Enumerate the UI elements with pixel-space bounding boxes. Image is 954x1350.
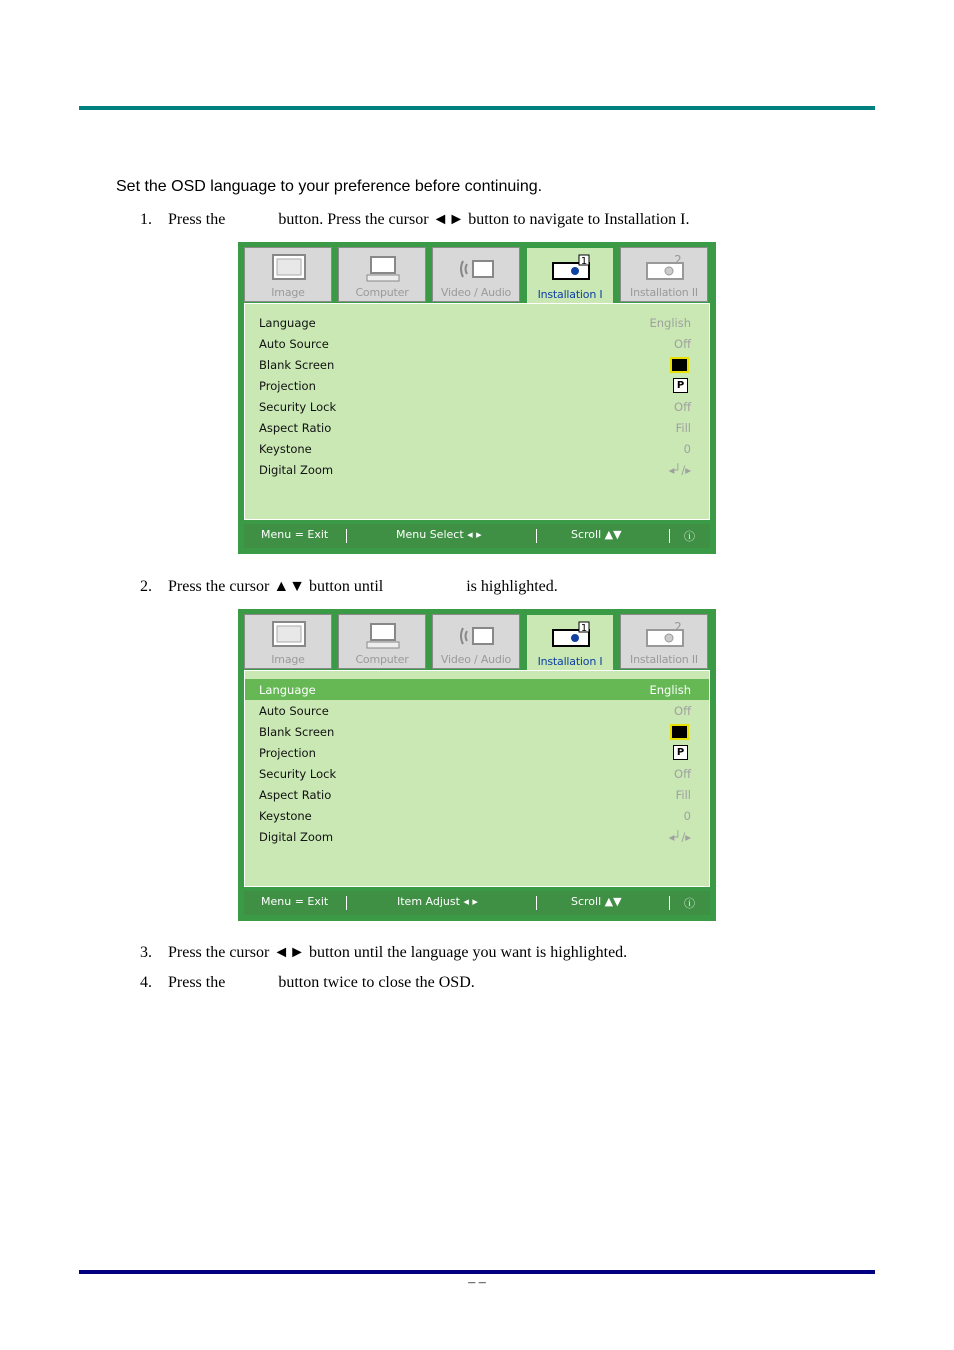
tab-video-audio[interactable]: Video / Audio xyxy=(432,614,520,669)
osd-tabs xyxy=(244,247,710,303)
tab-installation-1[interactable]: 1 Installation I xyxy=(526,247,614,309)
tab-image[interactable]: Image xyxy=(244,614,332,669)
projection-icon: P xyxy=(673,745,688,760)
menu-item-keystone[interactable]: Keystone 0 xyxy=(259,442,691,456)
osd-screen-2 xyxy=(238,609,716,921)
projector-2-icon xyxy=(645,620,685,652)
image-icon xyxy=(269,620,309,652)
svg-text:1: 1 xyxy=(580,623,588,634)
video-audio-icon xyxy=(457,253,497,285)
intro-text: Set the OSD language to your preference before continuing. xyxy=(116,178,543,195)
projector-2-icon xyxy=(645,253,685,285)
tab-computer[interactable]: Computer xyxy=(338,614,426,669)
menu-item-blank-screen[interactable]: Blank Screen xyxy=(245,354,709,375)
projector-1-icon xyxy=(551,620,591,652)
header-rule xyxy=(79,106,875,110)
menu-item-blank-screen[interactable]: Blank Screen xyxy=(245,721,709,742)
osd-footer: Menu = Exit Item Adjust ◂ ▸ Scroll ▲▼ ⓘ xyxy=(244,891,710,915)
menu-item-security-lock[interactable]: Security Lock Off xyxy=(259,767,691,781)
step-4: 4. Press the button twice to close the OSD. xyxy=(140,974,475,991)
tab-image[interactable]: Image xyxy=(244,247,332,302)
menu-item-projection[interactable]: Projection P xyxy=(245,742,709,763)
menu-item-security-lock[interactable]: Security Lock Off xyxy=(259,400,691,414)
menu-item-digital-zoom[interactable]: Digital Zoom ◂┘/▸ xyxy=(259,830,691,844)
svg-text:2: 2 xyxy=(674,253,682,267)
info-icon: ⓘ xyxy=(684,530,695,543)
step-1: 1. Press the button. Press the cursor ◄► button to navigate to Installation I. xyxy=(140,211,690,228)
menu-item-keystone[interactable]: Keystone 0 xyxy=(259,809,691,823)
footer-rule xyxy=(79,1270,875,1274)
menu-item-auto-source[interactable]: Auto Source Off xyxy=(259,337,691,351)
computer-icon xyxy=(363,253,403,285)
video-audio-icon xyxy=(457,620,497,652)
blank-screen-swatch xyxy=(670,724,689,740)
menu-item-auto-source[interactable]: Auto Source Off xyxy=(259,704,691,718)
menu-item-projection[interactable]: Projection P xyxy=(245,375,709,396)
projector-1-icon xyxy=(551,253,591,285)
osd-screen-1 xyxy=(238,242,716,554)
step-3: 3. Press the cursor ◄► button until the language you want is highlighted. xyxy=(140,944,628,961)
osd-tabs xyxy=(244,614,710,670)
tab-installation-2[interactable]: 2 Installation II xyxy=(620,614,708,669)
menu-item-language[interactable]: Language English xyxy=(245,679,709,700)
enter-arrows-icon: ◂┘/▸ xyxy=(668,830,691,844)
tab-video-audio[interactable]: Video / Audio xyxy=(432,247,520,302)
enter-arrows-icon: ◂┘/▸ xyxy=(668,463,691,477)
svg-text:2: 2 xyxy=(674,620,682,634)
image-icon xyxy=(269,253,309,285)
osd-menu-panel xyxy=(244,670,710,887)
tab-installation-1[interactable]: 1 Installation I xyxy=(526,614,614,676)
info-icon: ⓘ xyxy=(684,897,695,910)
menu-item-digital-zoom[interactable]: Digital Zoom ◂┘/▸ xyxy=(259,463,691,477)
tab-computer[interactable]: Computer xyxy=(338,247,426,302)
step-2: 2. Press the cursor ▲▼ button until is highlighted. xyxy=(140,578,558,595)
projection-icon: P xyxy=(673,378,688,393)
menu-item-language[interactable]: Language English xyxy=(259,316,691,330)
osd-menu-panel xyxy=(244,303,710,520)
svg-text:1: 1 xyxy=(580,256,588,267)
tab-installation-2[interactable]: 2 Installation II xyxy=(620,247,708,302)
page-number: – – xyxy=(468,1275,486,1290)
blank-screen-swatch xyxy=(670,357,689,373)
computer-icon xyxy=(363,620,403,652)
menu-item-aspect-ratio[interactable]: Aspect Ratio Fill xyxy=(259,421,691,435)
osd-footer: Menu = Exit Menu Select ◂ ▸ Scroll ▲▼ ⓘ xyxy=(244,524,710,548)
menu-item-aspect-ratio[interactable]: Aspect Ratio Fill xyxy=(259,788,691,802)
